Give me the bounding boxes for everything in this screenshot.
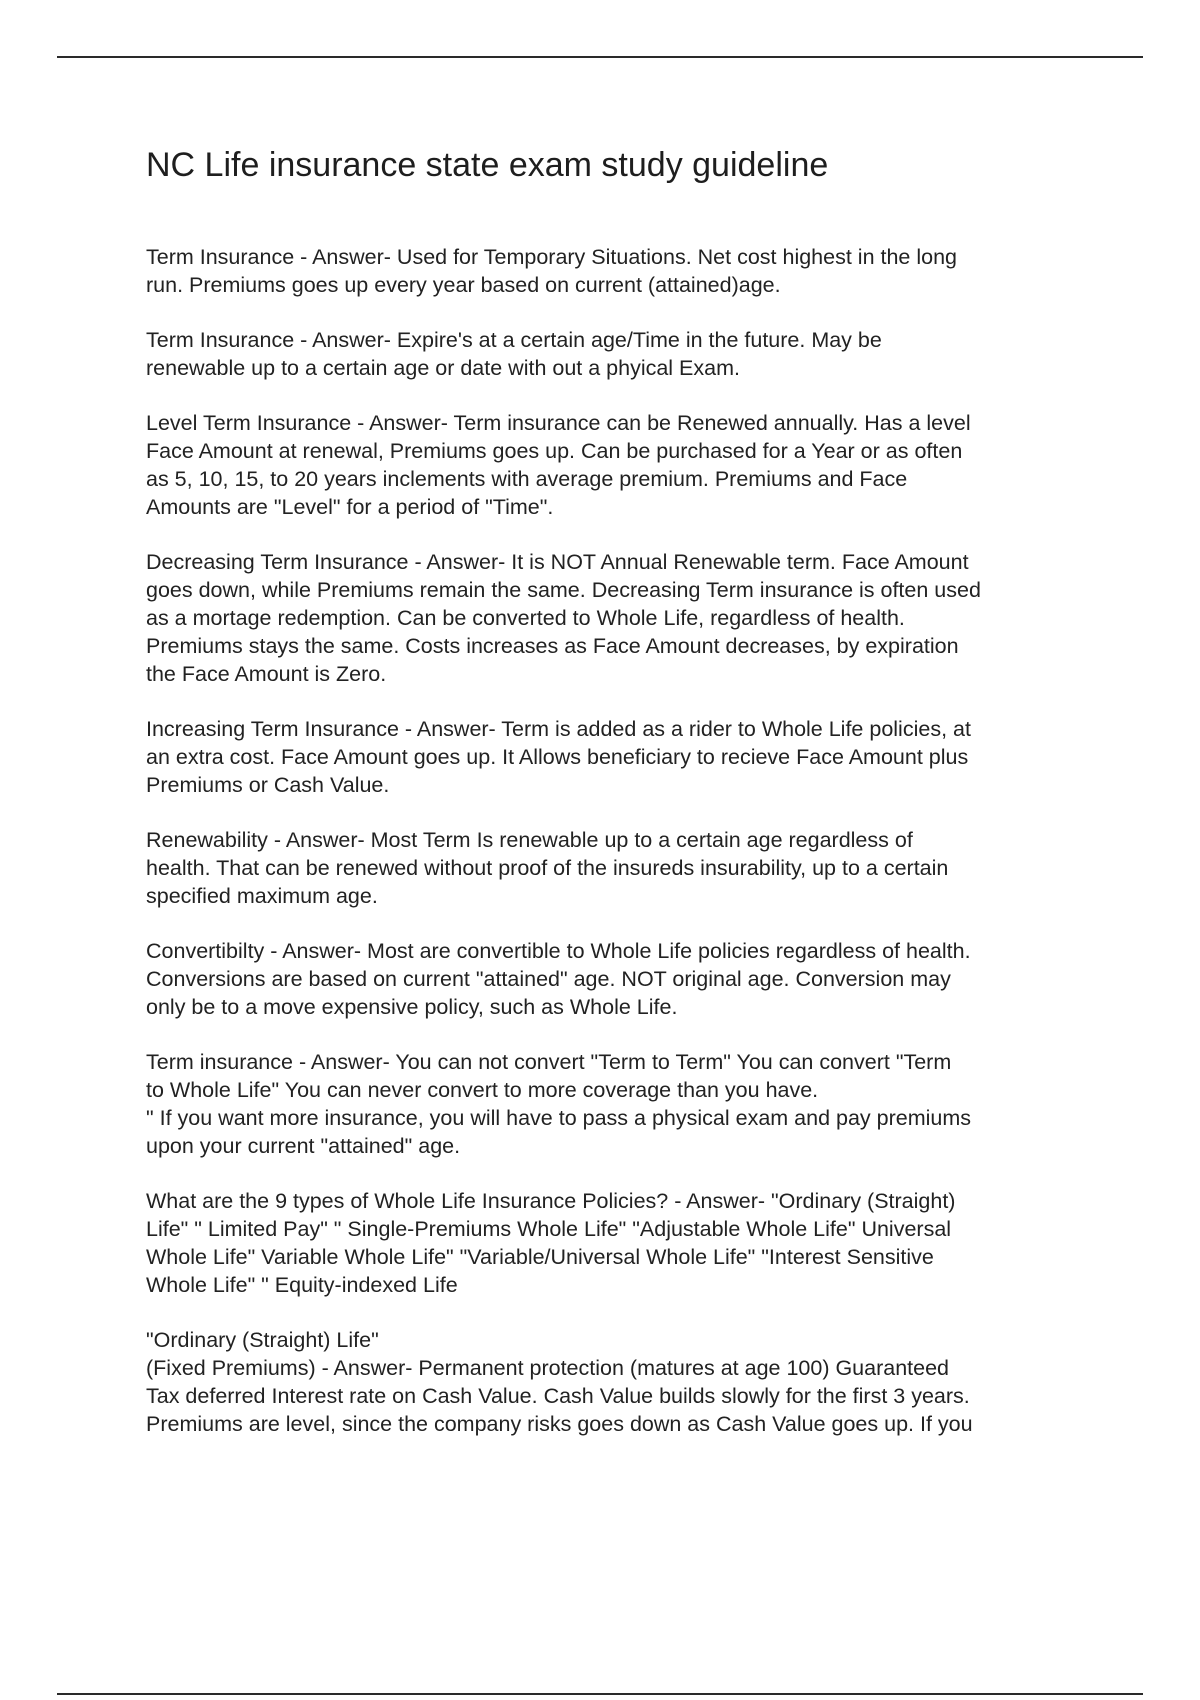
- paragraph-line: the Face Amount is Zero.: [146, 662, 387, 686]
- paragraph-line: Tax deferred Interest rate on Cash Value. Cash Value builds slowly for the first 3 years.: [146, 1384, 970, 1408]
- qa-paragraph: [146, 326, 1092, 382]
- bottom-divider: [57, 1693, 1143, 1695]
- paragraph-line: as a mortage redemption. Can be converted to Whole Life, regardless of health.: [146, 606, 905, 630]
- paragraph-line: Life" " Limited Pay" " Single-Premiums Whole Life" "Adjustable Whole Life" Universal: [146, 1217, 952, 1241]
- paragraph-line: only be to a move expensive policy, such as Whole Life.: [146, 995, 678, 1019]
- paragraph-line: specified maximum age.: [146, 884, 378, 908]
- paragraph-line: Whole Life" " Equity-indexed Life: [146, 1273, 458, 1297]
- paragraph-line: Renewability - Answer- Most Term Is renewable up to a certain age regardless of: [146, 828, 913, 852]
- paragraph-line: Term Insurance - Answer- Expire's at a certain age/Time in the future. May be: [146, 328, 882, 352]
- paragraph-line: Level Term Insurance - Answer- Term insurance can be Renewed annually. Has a level: [146, 411, 971, 435]
- paragraph-line: Conversions are based on current "attained" age. NOT original age. Conversion may: [146, 967, 951, 991]
- document-body: [146, 243, 1092, 1465]
- paragraph-line: renewable up to a certain age or date with out a phyical Exam.: [146, 356, 740, 380]
- paragraph-line: Premiums are level, since the company risks goes down as Cash Value goes up. If you: [146, 1412, 973, 1436]
- paragraph-line: to Whole Life" You can never convert to more coverage than you have.: [146, 1078, 819, 1102]
- qa-paragraph: [146, 548, 1092, 688]
- paragraph-line: " If you want more insurance, you will have to pass a physical exam and pay premiums: [146, 1106, 972, 1130]
- top-divider: [57, 56, 1143, 58]
- qa-paragraph: [146, 715, 1092, 799]
- paragraph-line: Convertibilty - Answer- Most are convertible to Whole Life policies regardless of health.: [146, 939, 971, 963]
- document-title: NC Life insurance state exam study guideline: [146, 146, 829, 184]
- paragraph-line: as 5, 10, 15, to 20 years inclements with average premium. Premiums and Face: [146, 467, 908, 491]
- qa-paragraph: [146, 1187, 1092, 1299]
- paragraph-line: an extra cost. Face Amount goes up. It Allows beneficiary to recieve Face Amount plus: [146, 745, 969, 769]
- paragraph-line: Increasing Term Insurance - Answer- Term is added as a rider to Whole Life policies, at: [146, 717, 971, 741]
- paragraph-line: What are the 9 types of Whole Life Insurance Policies? - Answer- "Ordinary (Straight): [146, 1189, 956, 1213]
- paragraph-line: goes down, while Premiums remain the same. Decreasing Term insurance is often used: [146, 578, 981, 602]
- paragraph-line: (Fixed Premiums) - Answer- Permanent protection (matures at age 100) Guaranteed: [146, 1356, 950, 1380]
- paragraph-line: run. Premiums goes up every year based on current (attained)age.: [146, 273, 781, 297]
- qa-paragraph: [146, 1048, 1092, 1160]
- qa-paragraph: [146, 826, 1092, 910]
- qa-paragraph: [146, 409, 1092, 521]
- qa-paragraph: [146, 1326, 1092, 1438]
- paragraph-line: Whole Life" Variable Whole Life" "Variable/Universal Whole Life" "Interest Sensitive: [146, 1245, 934, 1269]
- qa-paragraph: [146, 937, 1092, 1021]
- paragraph-line: health. That can be renewed without proof of the insureds insurability, up to a certain: [146, 856, 949, 880]
- paragraph-line: Premiums or Cash Value.: [146, 773, 390, 797]
- paragraph-line: Term Insurance - Answer- Used for Temporary Situations. Net cost highest in the long: [146, 245, 958, 269]
- paragraph-line: Decreasing Term Insurance - Answer- It is NOT Annual Renewable term. Face Amount: [146, 550, 969, 574]
- paragraph-line: "Ordinary (Straight) Life": [146, 1328, 379, 1352]
- paragraph-line: upon your current "attained" age.: [146, 1134, 461, 1158]
- paragraph-line: Premiums stays the same. Costs increases as Face Amount decreases, by expiration: [146, 634, 959, 658]
- paragraph-line: Amounts are "Level" for a period of "Time".: [146, 495, 554, 519]
- qa-paragraph: [146, 243, 1092, 299]
- paragraph-line: Term insurance - Answer- You can not convert "Term to Term" You can convert "Term: [146, 1050, 952, 1074]
- paragraph-line: Face Amount at renewal, Premiums goes up. Can be purchased for a Year or as often: [146, 439, 963, 463]
